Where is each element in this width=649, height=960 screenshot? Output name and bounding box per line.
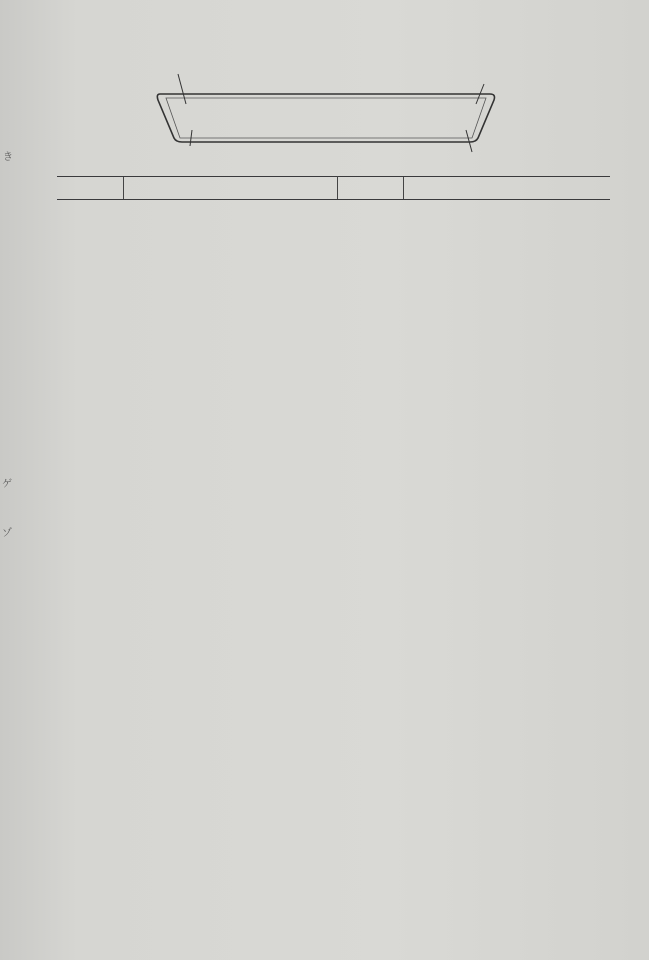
table-header-row (57, 177, 610, 200)
db37-connector-diagram (150, 60, 510, 170)
pin-assignment-table (57, 176, 610, 951)
header-terminal-no (57, 177, 123, 200)
header-signal-name (123, 177, 337, 200)
margin-fragment: き (3, 152, 13, 163)
header-io (337, 177, 403, 200)
leader-line-19 (178, 74, 186, 104)
connector-shell (157, 94, 494, 142)
connector-inner-shell (166, 98, 486, 138)
margin-fragment: ゾ (2, 528, 12, 539)
header-remarks (403, 177, 610, 200)
connector-outline (150, 60, 510, 170)
margin-fragment: ゲ (2, 479, 12, 490)
leader-line-20 (466, 130, 472, 152)
